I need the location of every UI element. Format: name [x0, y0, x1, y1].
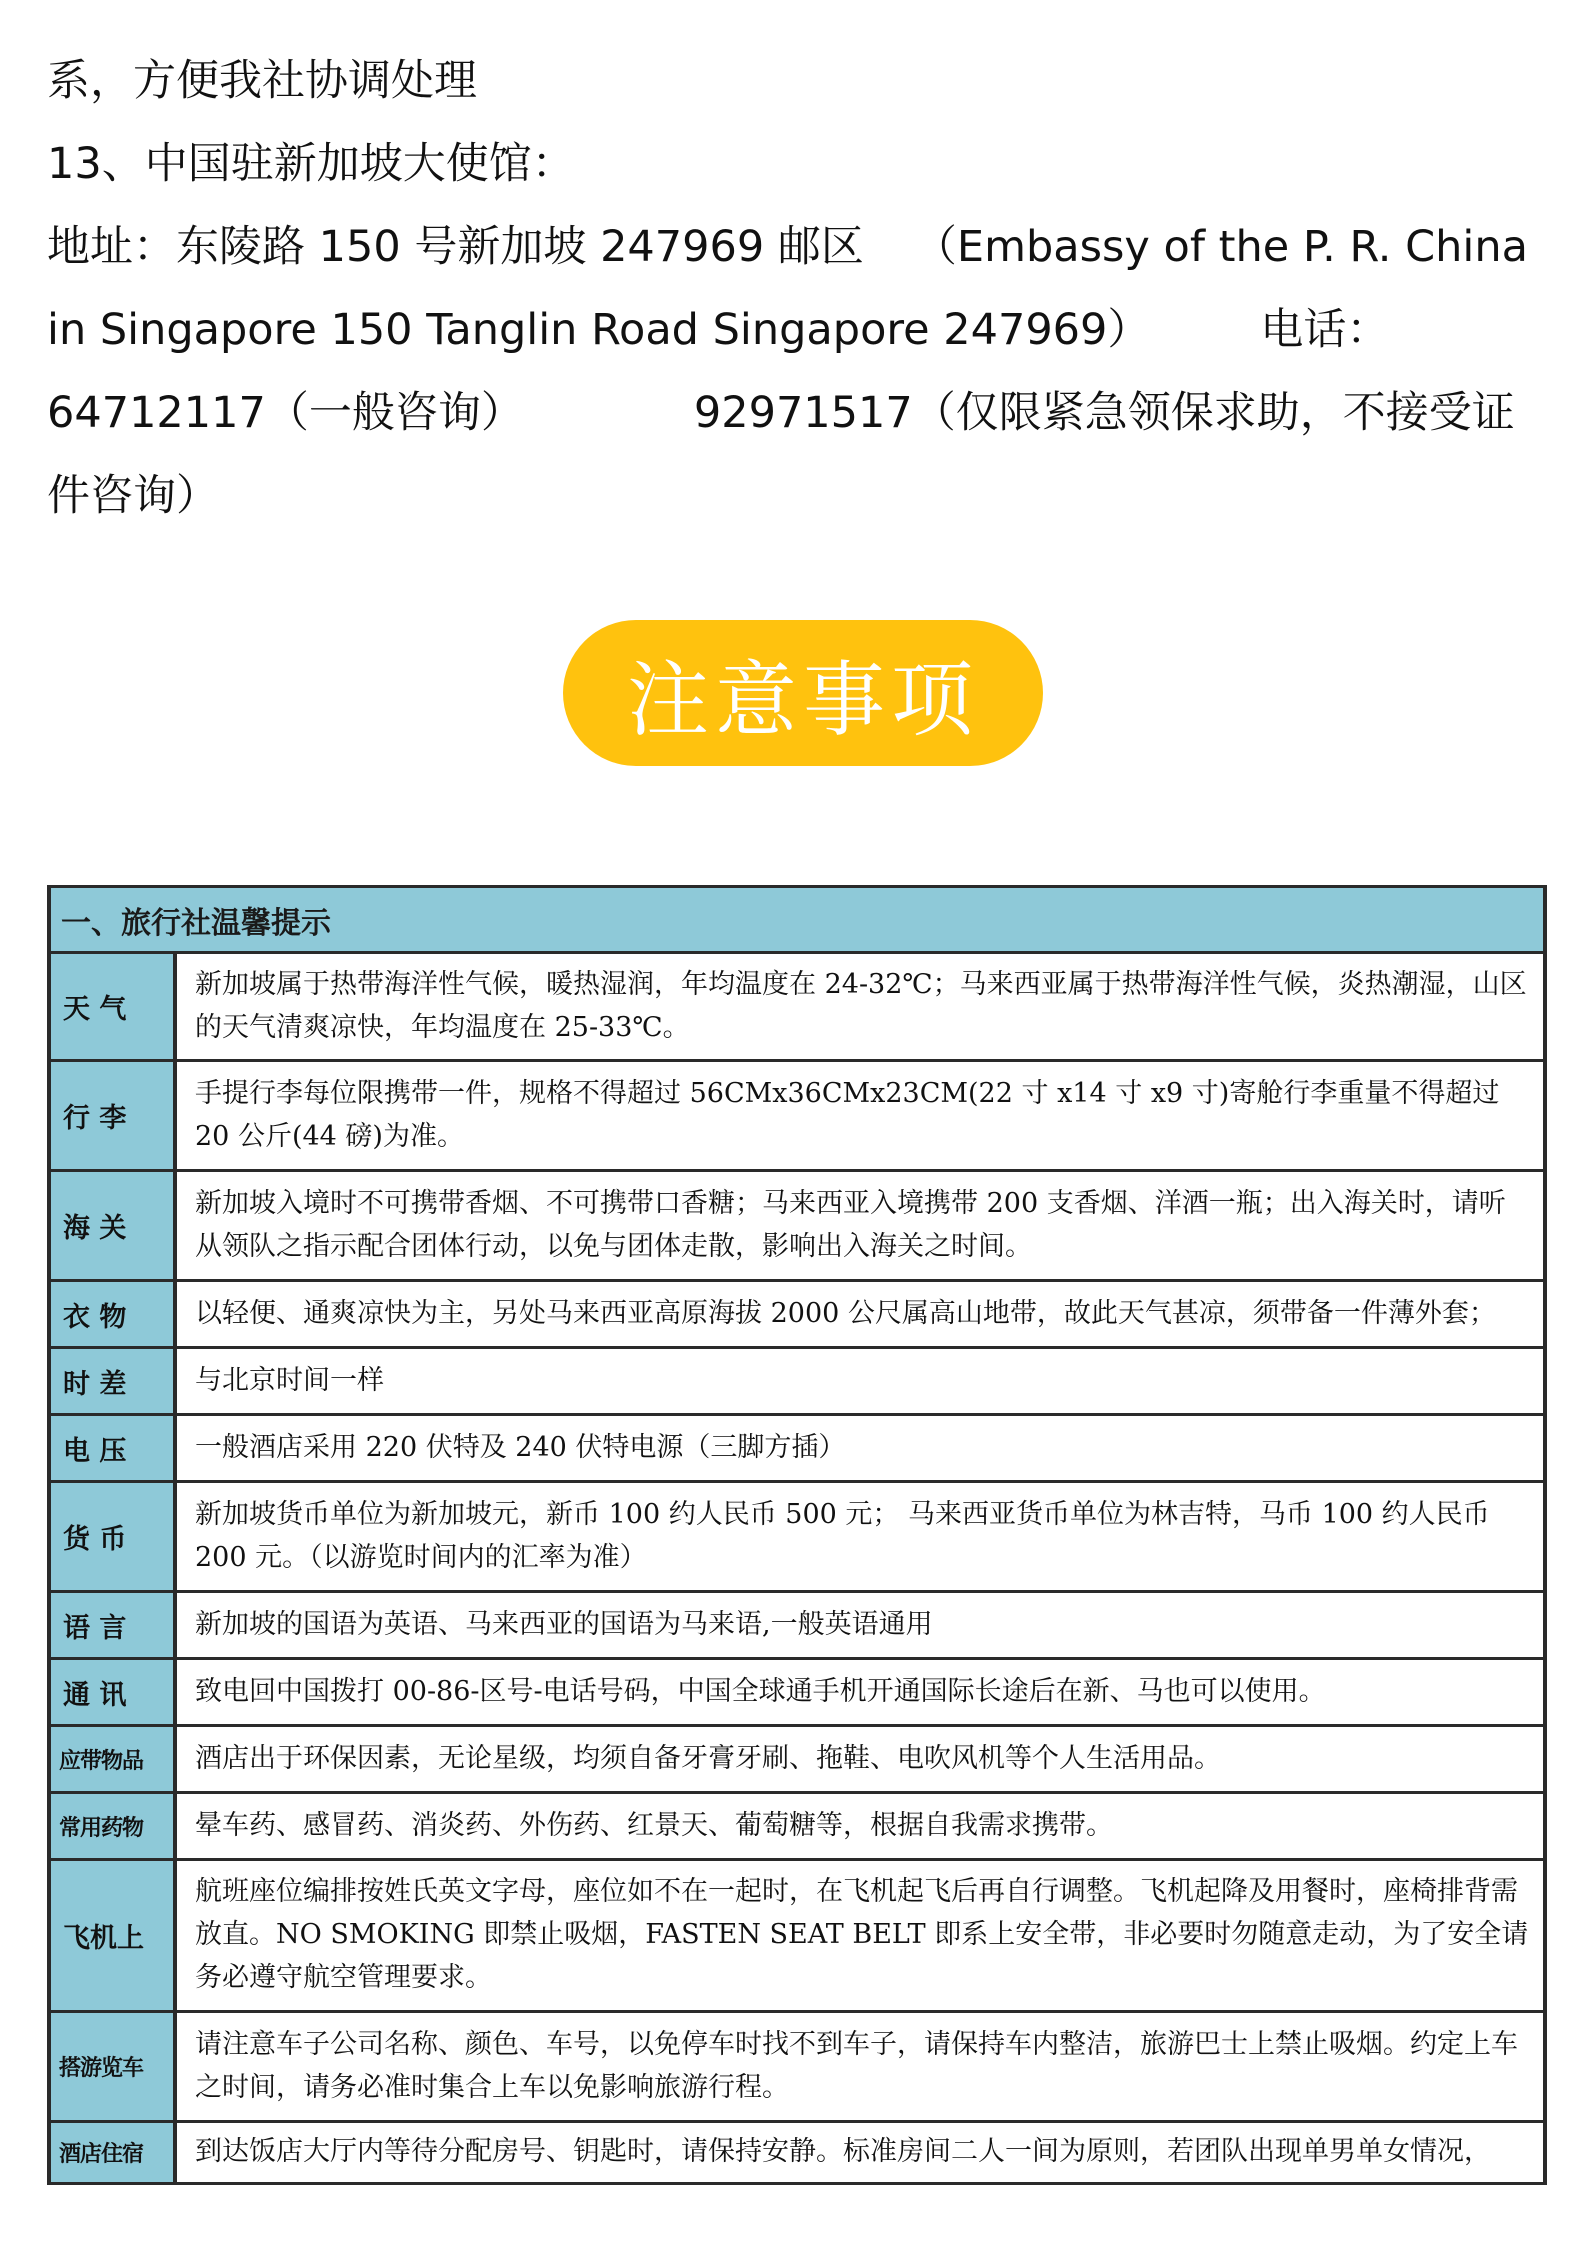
table-caption: 一、旅行社温馨提示	[49, 887, 1545, 953]
row-text-language: 新加坡的国语为英语、马来西亚的国语为马来语,一般英语通用	[175, 1592, 1545, 1659]
section-badge-label: 注意事项	[626, 652, 979, 748]
embassy-phone-emergency: 92971517（仅限紧急领保求助，不接受证件咨询）	[47, 388, 1515, 521]
table-row	[49, 1171, 1545, 1281]
row-text-communication: 致电回中国拨打 00-86-区号-电话号码，中国全球通手机开通国际长途后在新、马也可以使用。	[175, 1659, 1545, 1726]
table-row	[49, 2012, 1545, 2122]
row-label-weather: 天 气	[49, 953, 175, 1061]
embassy-details	[47, 206, 1547, 538]
table-row	[49, 1061, 1545, 1171]
row-label-flight: 飞机上	[49, 1860, 175, 2012]
row-text-luggage: 手提行李每位限携带一件，规格不得超过 56CMx36CMx23CM(22 寸 x14 寸 x9 寸)寄舱行李重量不得超过 20 公斤(44 磅)为准。	[175, 1061, 1545, 1171]
row-label-clothing: 衣 物	[49, 1281, 175, 1348]
row-label-currency: 货 币	[49, 1482, 175, 1592]
row-label-language: 语 言	[49, 1592, 175, 1659]
row-text-weather: 新加坡属于热带海洋性气候，暖热湿润，年均温度在 24-32℃；马来西亚属于热带海洋性气候，炎热潮湿，山区的天气清爽凉快，年均温度在 25-33℃。	[175, 953, 1545, 1061]
row-text-clothing: 以轻便、通爽凉快为主，另处马来西亚高原海拔 2000 公尺属高山地带，故此天气甚凉，须带备一件薄外套；	[175, 1281, 1545, 1348]
embassy-address-en: （Embassy of the P. R. China in Singapore 150 Tanglin Road Singapore 247969）	[47, 222, 1528, 355]
table-row	[49, 1482, 1545, 1592]
embassy-phone-general: 电话：64712117（一般咨询）	[47, 305, 1390, 438]
table-row	[49, 1415, 1545, 1482]
row-label-communication: 通 讯	[49, 1659, 175, 1726]
row-label-hotel: 酒店住宿	[49, 2122, 175, 2184]
row-text-hotel: 到达饭店大厅内等待分配房号、钥匙时，请保持安静。标准房间二人一间为原则，若团队出现单男单女情况，	[175, 2122, 1545, 2184]
intro-line-1: 系，方便我社协调处理	[47, 56, 477, 106]
row-text-currency: 新加坡货币单位为新加坡元，新币 100 约人民币 500 元； 马来西亚货币单位为林吉特，马币 100 约人民币 200 元。（以游览时间内的汇率为准）	[175, 1482, 1545, 1592]
row-label-medicine: 常用药物	[49, 1793, 175, 1860]
table-row	[49, 1348, 1545, 1415]
travel-tips-table	[47, 885, 1547, 2185]
intro-text	[47, 40, 1547, 538]
row-text-voltage: 一般酒店采用 220 伏特及 240 伏特电源（三脚方插）	[175, 1415, 1545, 1482]
row-label-coach: 搭游览车	[49, 2012, 175, 2122]
embassy-address: 地址：东陵路 150 号新加坡 247969 邮区	[47, 222, 864, 272]
embassy-heading: 13、中国驻新加坡大使馆：	[47, 139, 575, 189]
row-text-items: 酒店出于环保因素，无论星级，均须自备牙膏牙刷、拖鞋、电吹风机等个人生活用品。	[175, 1726, 1545, 1793]
table-row	[49, 1860, 1545, 2012]
row-label-customs: 海 关	[49, 1171, 175, 1281]
table-row	[49, 1793, 1545, 1860]
row-label-items: 应带物品	[49, 1726, 175, 1793]
row-text-timezone: 与北京时间一样	[175, 1348, 1545, 1415]
row-text-flight: 航班座位编排按姓氏英文字母，座位如不在一起时，在飞机起飞后再自行调整。飞机起降及用餐时，座椅排背需放直。NO SMOKING 即禁止吸烟，FASTEN SEAT BELT 即系上安全带，非必要时勿随意走动，为了安全请务必遵守航空管理要求。	[175, 1860, 1545, 2012]
table-row	[49, 1592, 1545, 1659]
row-text-customs: 新加坡入境时不可携带香烟、不可携带口香糖；马来西亚入境携带 200 支香烟、洋酒一瓶；出入海关时，请听从领队之指示配合团体行动，以免与团体走散，影响出入海关之时间。	[175, 1171, 1545, 1281]
table-row	[49, 1281, 1545, 1348]
row-label-voltage: 电 压	[49, 1415, 175, 1482]
table-row	[49, 953, 1545, 1061]
table-row	[49, 1726, 1545, 1793]
table-row	[49, 2122, 1545, 2184]
row-label-timezone: 时 差	[49, 1348, 175, 1415]
section-badge	[563, 620, 1043, 766]
row-text-medicine: 晕车药、感冒药、消炎药、外伤药、红景天、葡萄糖等，根据自我需求携带。	[175, 1793, 1545, 1860]
table-row	[49, 1659, 1545, 1726]
row-text-coach: 请注意车子公司名称、颜色、车号，以免停车时找不到车子，请保持车内整洁，旅游巴士上禁止吸烟。约定上车之时间，请务必准时集合上车以免影响旅游行程。	[175, 2012, 1545, 2122]
row-label-luggage: 行 李	[49, 1061, 175, 1171]
